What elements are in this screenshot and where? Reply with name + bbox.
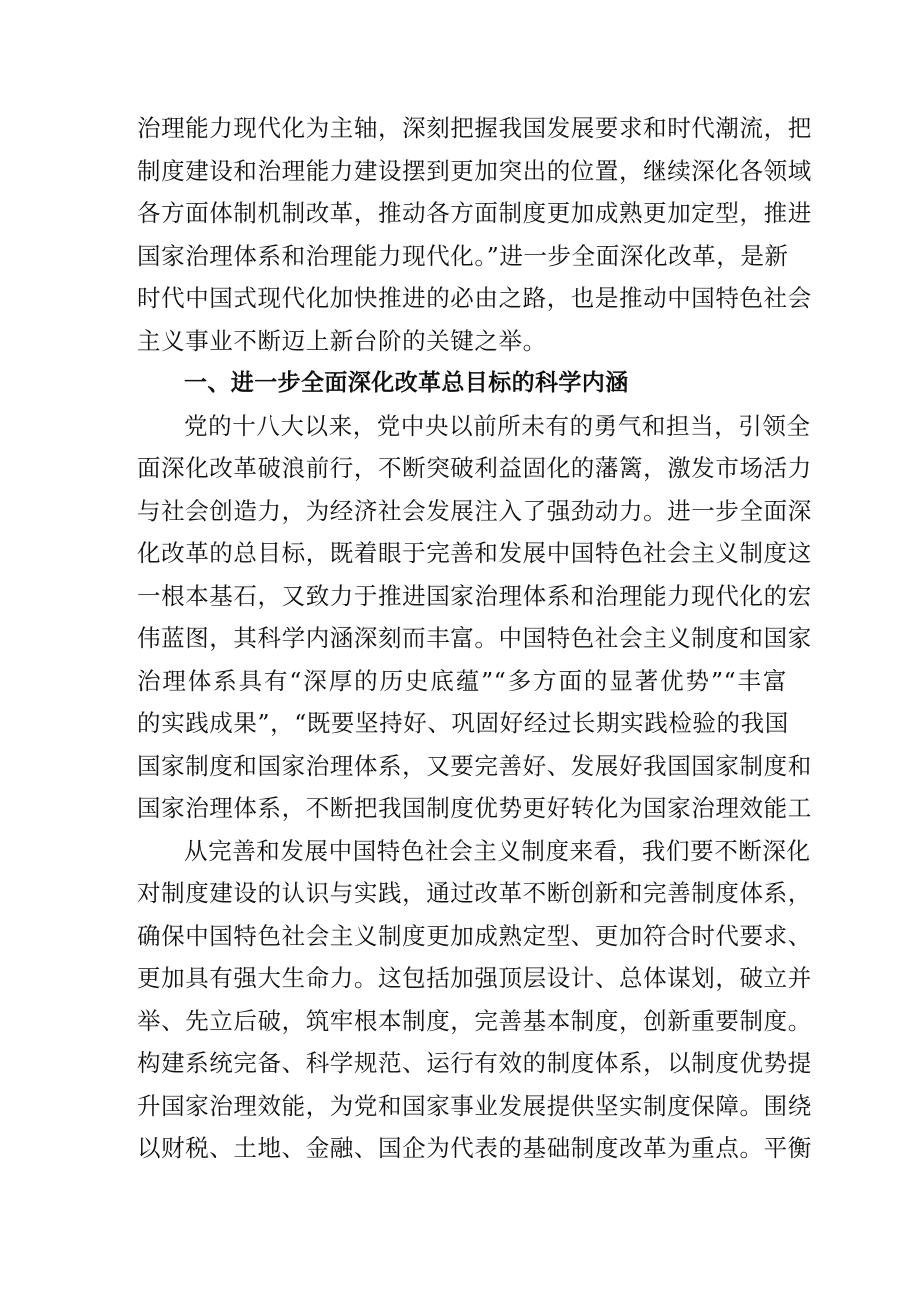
- paragraph-system-improvement: [137, 830, 812, 1170]
- text-line: 的实践成果”，“既要坚持好、巩固好经过长期实践检验的我国: [137, 709, 789, 737]
- text-line: 主义事业不断迈上新台阶的关键之举。: [137, 326, 547, 355]
- text-line: 国家制度和国家治理体系，又要完善好、发展好我国国家制度和: [137, 751, 812, 780]
- text-line: 从完善和发展中国特色社会主义制度来看，我们要不断深化: [184, 836, 811, 865]
- text-line: 党的十八大以来，党中央以前所未有的勇气和担当，引领全: [184, 411, 811, 440]
- text-line: 面深化改革破浪前行，不断突破利益固化的藩篱，激发市场活力: [137, 454, 812, 482]
- text-line: 升国家治理效能，为党和国家事业发展提供坚实制度保障。围绕: [137, 1091, 812, 1120]
- text-line: 国家治理体系和治理能力现代化。”进一步全面深化改革，是新: [137, 241, 789, 270]
- paragraph-continuation: [137, 107, 812, 362]
- text-line: 更加具有强大生命力。这包括加强顶层设计、总体谋划，破立并: [137, 964, 812, 992]
- text-line: 举、先立后破，筑牢根本制度，完善基本制度，创新重要制度。: [137, 1006, 812, 1035]
- text-line: 国家治理体系，不断把我国制度优势更好转化为国家治理效能工: [137, 794, 812, 822]
- document-body: [137, 107, 812, 1170]
- text-line: 制度建设和治理能力建设摆到更加突出的位置，继续深化各领域: [137, 156, 812, 185]
- section-heading: 一、进一步全面深化改革总目标的科学内涵: [184, 370, 629, 396]
- text-line: 确保中国特色社会主义制度更加成熟定型、更加符合时代要求、: [137, 921, 812, 950]
- text-line: 各方面体制机制改革，推动各方面制度更加成熟更加定型，推进: [137, 199, 812, 227]
- paragraph-reform-goal: [137, 405, 812, 830]
- text-line: 一根本基石，又致力于推进国家治理体系和治理能力现代化的宏: [137, 581, 812, 610]
- text-line: 与社会创造力，为经济社会发展注入了强劲动力。进一步全面深: [137, 496, 812, 525]
- text-line: 时代中国式现代化加快推进的必由之路，也是推动中国特色社会: [137, 284, 812, 312]
- text-line: 以财税、土地、金融、国企为代表的基础制度改革为重点。平衡: [137, 1134, 812, 1162]
- text-line: 构建系统完备、科学规范、运行有效的制度体系，以制度优势提: [137, 1049, 812, 1077]
- text-line: 治理能力现代化为主轴，深刻把握我国发展要求和时代潮流，把: [137, 114, 812, 142]
- text-line: 治理体系具有“深厚的历史底蕴”“多方面的显著优势”“丰富: [137, 666, 787, 695]
- text-line: 化改革的总目标，既着眼于完善和发展中国特色社会主义制度这: [137, 539, 812, 567]
- text-line: 对制度建设的认识与实践，通过改革不断创新和完善制度体系，: [137, 879, 812, 907]
- text-line: 伟蓝图，其科学内涵深刻而丰富。中国特色社会主义制度和国家: [137, 624, 812, 652]
